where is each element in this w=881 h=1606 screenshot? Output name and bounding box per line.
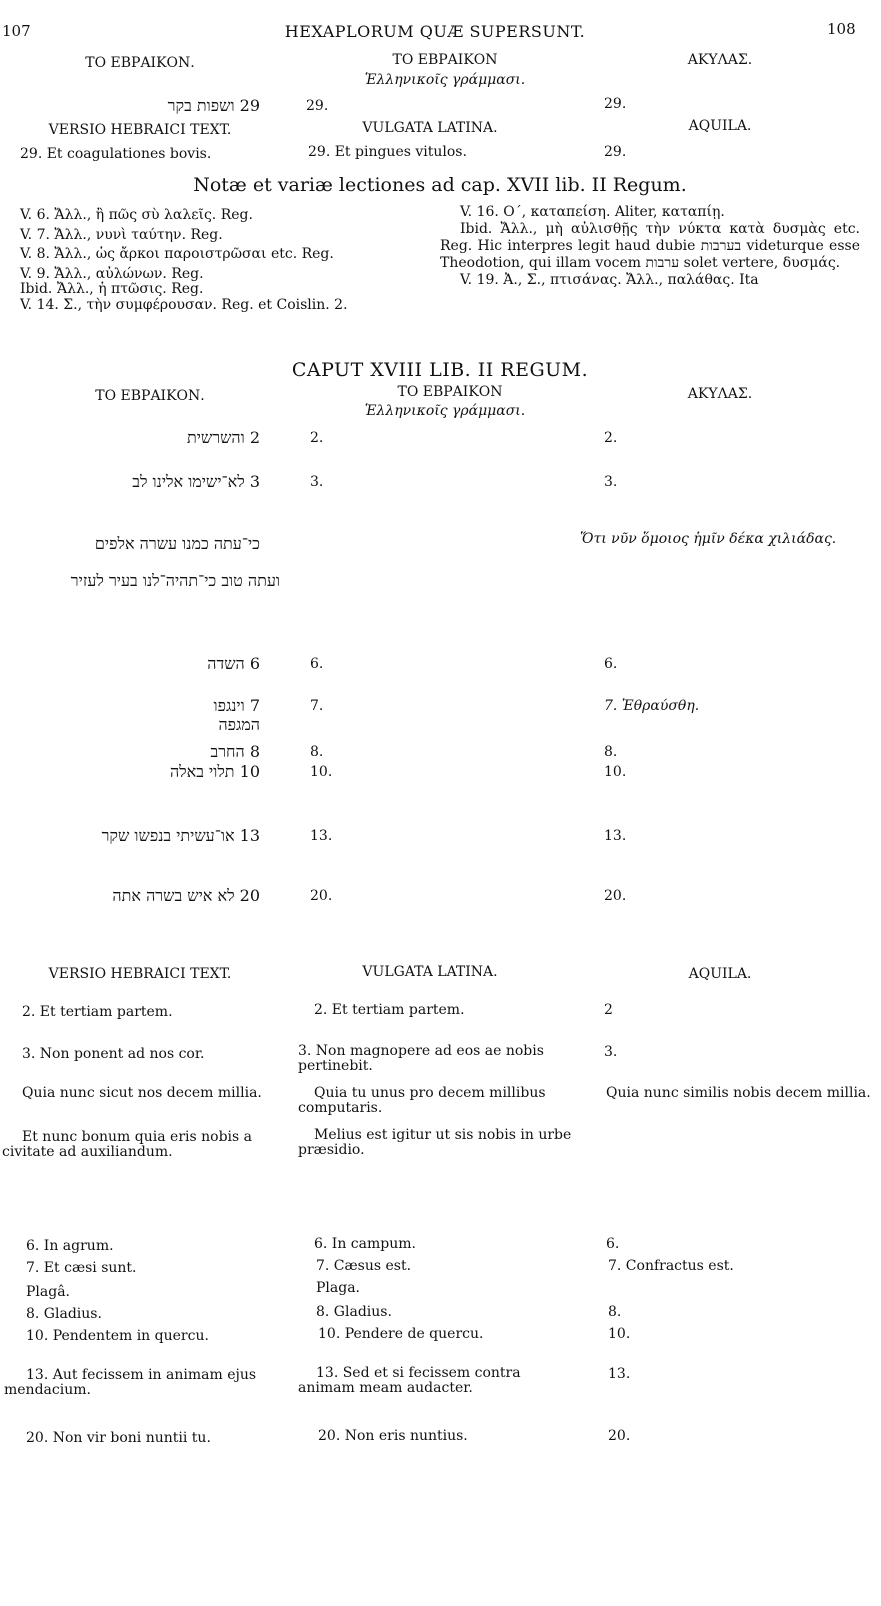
latin-head-aquila: AQUILA. (688, 118, 752, 134)
hebrew-row: ועתה טוב כי־תהיה־לנו בעיר לעזיר (70, 571, 280, 590)
note-line: Ibid. Ἄλλ., μὴ αὐλισθῇς τὴν νύκτα κατὰ δυσμὰς etc. Reg. Hic interpres legit haud dubie בערבות videturque esse Theodotion, qui illam vocem ערבות solet vertere, δυσμάς. (440, 221, 860, 271)
latin-vulgata: 7. Cæsus est. (316, 1258, 412, 1274)
hebrew-row: 20 לא איש בשרה אתה (112, 886, 260, 905)
hebrew-row: 7 וינגפו המגפה (213, 696, 260, 735)
latin-aquila: 7. Confractus est. (608, 1258, 734, 1274)
hebrew-29: 29 ושפות בקר (167, 96, 260, 115)
latin-29-vulgata: 29. Et pingues vitulos. (308, 144, 467, 160)
latin-versio: 8. Gladius. (26, 1306, 102, 1322)
latin-vulgata: Plaga. (316, 1280, 361, 1296)
col-head-aquila: ΑΚΥΛΑΣ. (687, 52, 753, 68)
ch-col-head-hebrew: ΤΟ ΕΒΡΑΙΚΟΝ. (95, 388, 205, 404)
hebrew-row: 2 והשרשית (186, 428, 260, 447)
row-num: 6. (310, 656, 324, 672)
latin-vulgata: 3. Non magnopere ad eos ae nobis pertinebit. (298, 1043, 544, 1075)
row-num: 13. (310, 828, 333, 844)
latin-versio: Quia nunc sicut nos decem millia. (22, 1085, 262, 1101)
num-29-aquila: 29. (604, 96, 627, 112)
note-line: V. 16. Ο΄, καταπείση. Aliter, καταπίῃ. (460, 204, 725, 220)
row-num: 10. (310, 764, 333, 780)
aquila-row: 7. Ἐθραύσθη. (604, 698, 700, 714)
hebrew-row: 6 השדה (207, 654, 260, 673)
row-num: 7. (310, 698, 324, 714)
notes-right-column (440, 204, 860, 289)
aquila-row: 3. (604, 474, 618, 490)
latin-aquila: 3. (604, 1044, 618, 1060)
latin-aquila: 8. (608, 1304, 622, 1320)
row-num: 3. (310, 474, 324, 490)
latin-aquila: 10. (608, 1326, 631, 1342)
hebrew-row: 8 החרב (210, 742, 260, 761)
latin-vulgata: 8. Gladius. (316, 1304, 392, 1320)
ch-col-head-hebrew-greek: ΤΟ ΕΒΡΑΙΚΟΝ (397, 384, 503, 400)
latin-aquila: 2 (604, 1002, 613, 1018)
hebrew-row: 10 תלוי באלה (169, 762, 260, 781)
latin-head-versio: VERSIO HEBRAICI TEXT. (48, 966, 232, 982)
col-head-hebrew-greek-sub: Ἑλληνικοῖς γράμμασι. (364, 72, 526, 88)
note-line: V. 14. Σ., τὴν συμφέρουσαν. Reg. et Coislin. 2. (20, 296, 348, 313)
row-num: 20. (310, 888, 333, 904)
hebrew-row: כי־עתה כמנו עשרה אלפים (94, 534, 260, 553)
latin-vulgata: Melius est igitur ut sis nobis in urbe præsidio. (298, 1127, 572, 1159)
col-head-hebrew-greek: ΤΟ ΕΒΡΑΙΚΟΝ (392, 52, 498, 68)
notes-left-column (20, 206, 348, 315)
ch-col-head-hebrew-greek-sub: Ἑλληνικοῖς γράμμασι. (364, 403, 526, 419)
note-line: V. 7. Ἄλλ., νυνὶ ταύτην. Reg. (20, 226, 223, 243)
latin-aquila: 13. (608, 1366, 631, 1382)
right-page-number: 108 (827, 20, 856, 38)
latin-versio: 3. Non ponent ad nos cor. (22, 1046, 205, 1062)
latin-aquila: 20. (608, 1428, 631, 1444)
latin-versio: 20. Non vir boni nuntii tu. (26, 1430, 211, 1446)
aquila-row: 2. (604, 430, 618, 446)
latin-vulgata: 10. Pendere de quercu. (318, 1326, 484, 1342)
latin-head-versio: VERSIO HEBRAICI TEXT. (48, 122, 232, 138)
chapter-title: CAPUT XVIII LIB. II REGUM. (291, 359, 589, 381)
latin-versio: 7. Et cæsi sunt. (26, 1260, 137, 1276)
latin-versio: Et nunc bonum quia eris nobis a civitate ad auxiliandum. (2, 1129, 252, 1161)
left-page-number: 107 (2, 22, 31, 40)
hebrew-row: 13 או־עשיתי בנפשו שקר (101, 826, 260, 845)
aquila-row: 13. (604, 828, 627, 844)
ch-col-head-aquila: ΑΚΥΛΑΣ. (687, 386, 753, 402)
note-line: V. 19. Ἀ., Σ., πτισάνας. Ἄλλ., παλάθας. Ita (460, 272, 759, 288)
latin-vulgata: 2. Et tertiam partem. (314, 1002, 465, 1018)
latin-versio: 2. Et tertiam partem. (22, 1004, 173, 1020)
latin-versio: 6. In agrum. (26, 1238, 114, 1254)
latin-aquila: 6. (606, 1236, 620, 1252)
note-line: V. 9. Ἄλλ., αὐλώνων. Reg. (20, 265, 204, 282)
running-head-title: HEXAPLORUM QUÆ SUPERSUNT. (284, 22, 586, 41)
latin-vulgata: Quia tu unus pro decem millibus computaris. (298, 1085, 546, 1117)
row-num: 8. (310, 744, 324, 760)
aquila-row: 20. (604, 888, 627, 904)
latin-29-aquila: 29. (604, 144, 627, 160)
latin-head-vulgata: VULGATA LATINA. (362, 120, 498, 136)
latin-29-versio: 29. Et coagulationes bovis. (20, 146, 212, 162)
latin-aquila: Quia nunc similis nobis decem millia. (606, 1085, 871, 1101)
row-num: 2. (310, 430, 324, 446)
latin-versio: Plagâ. (26, 1284, 71, 1300)
latin-versio: 10. Pendentem in quercu. (26, 1328, 209, 1344)
hebrew-row: 3 לא־ישימו אלינו לב (132, 472, 260, 491)
latin-versio: 13. Aut fecissem in animam ejus mendacium. (4, 1367, 257, 1399)
note-line: Ibid. Ἄλλ., ἡ πτῶσις. Reg. (20, 281, 204, 297)
note-line: V. 8. Ἄλλ., ὡς ἄρκοι παροιστρῶσαι etc. Reg. (20, 246, 334, 262)
aquila-row: Ὅτι νῦν ὅμοιος ἡμῖν δέκα χιλιάδας. (580, 531, 837, 547)
notes-title: Notæ et variæ lectiones ad cap. XVII lib. II Regum. (193, 174, 687, 196)
aquila-row: 6. (604, 656, 618, 672)
num-29: 29. (306, 98, 329, 114)
note-line: V. 6. Ἄλλ., ἢ πῶς σὺ λαλεῖς. Reg. (20, 207, 253, 223)
latin-vulgata: 20. Non eris nuntius. (318, 1428, 468, 1444)
col-head-hebrew: ΤΟ ΕΒΡΑΙΚΟΝ. (85, 55, 195, 71)
aquila-row: 10. (604, 764, 627, 780)
latin-head-aquila: AQUILA. (688, 966, 752, 982)
aquila-row: 8. (604, 744, 618, 760)
latin-vulgata: 6. In campum. (314, 1236, 416, 1252)
latin-head-vulgata: VULGATA LATINA. (362, 964, 498, 980)
latin-vulgata: 13. Sed et si fecissem contra animam meam audacter. (298, 1365, 521, 1397)
